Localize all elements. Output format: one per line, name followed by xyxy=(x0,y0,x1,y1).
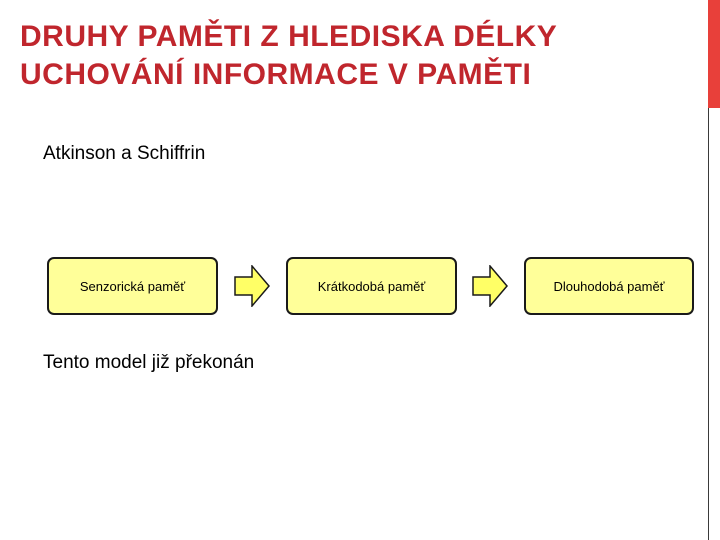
short-term-memory-label: Krátkodobá paměť xyxy=(317,278,426,294)
slide-title-line-2: UCHOVÁNÍ INFORMACE V PAMĚTI xyxy=(20,58,532,91)
model-authors: Atkinson a Schiffrin xyxy=(43,143,206,164)
slide-title-line-1: DRUHY PAMĚTI Z HLEDISKA DÉLKY xyxy=(20,20,558,53)
sensory-memory-box xyxy=(47,257,218,315)
accent-bar xyxy=(708,0,720,108)
long-term-memory-label: Dlouhodobá paměť xyxy=(553,278,665,294)
slide-title xyxy=(20,18,700,94)
right-arrow-icon xyxy=(234,265,270,307)
right-arrow-icon xyxy=(472,265,508,307)
sensory-memory-label: Senzorická paměť xyxy=(79,278,186,294)
model-note: Tento model již překonán xyxy=(43,352,255,373)
long-term-memory-box xyxy=(524,257,694,315)
short-term-memory-box xyxy=(286,257,457,315)
right-border-line xyxy=(708,108,709,540)
